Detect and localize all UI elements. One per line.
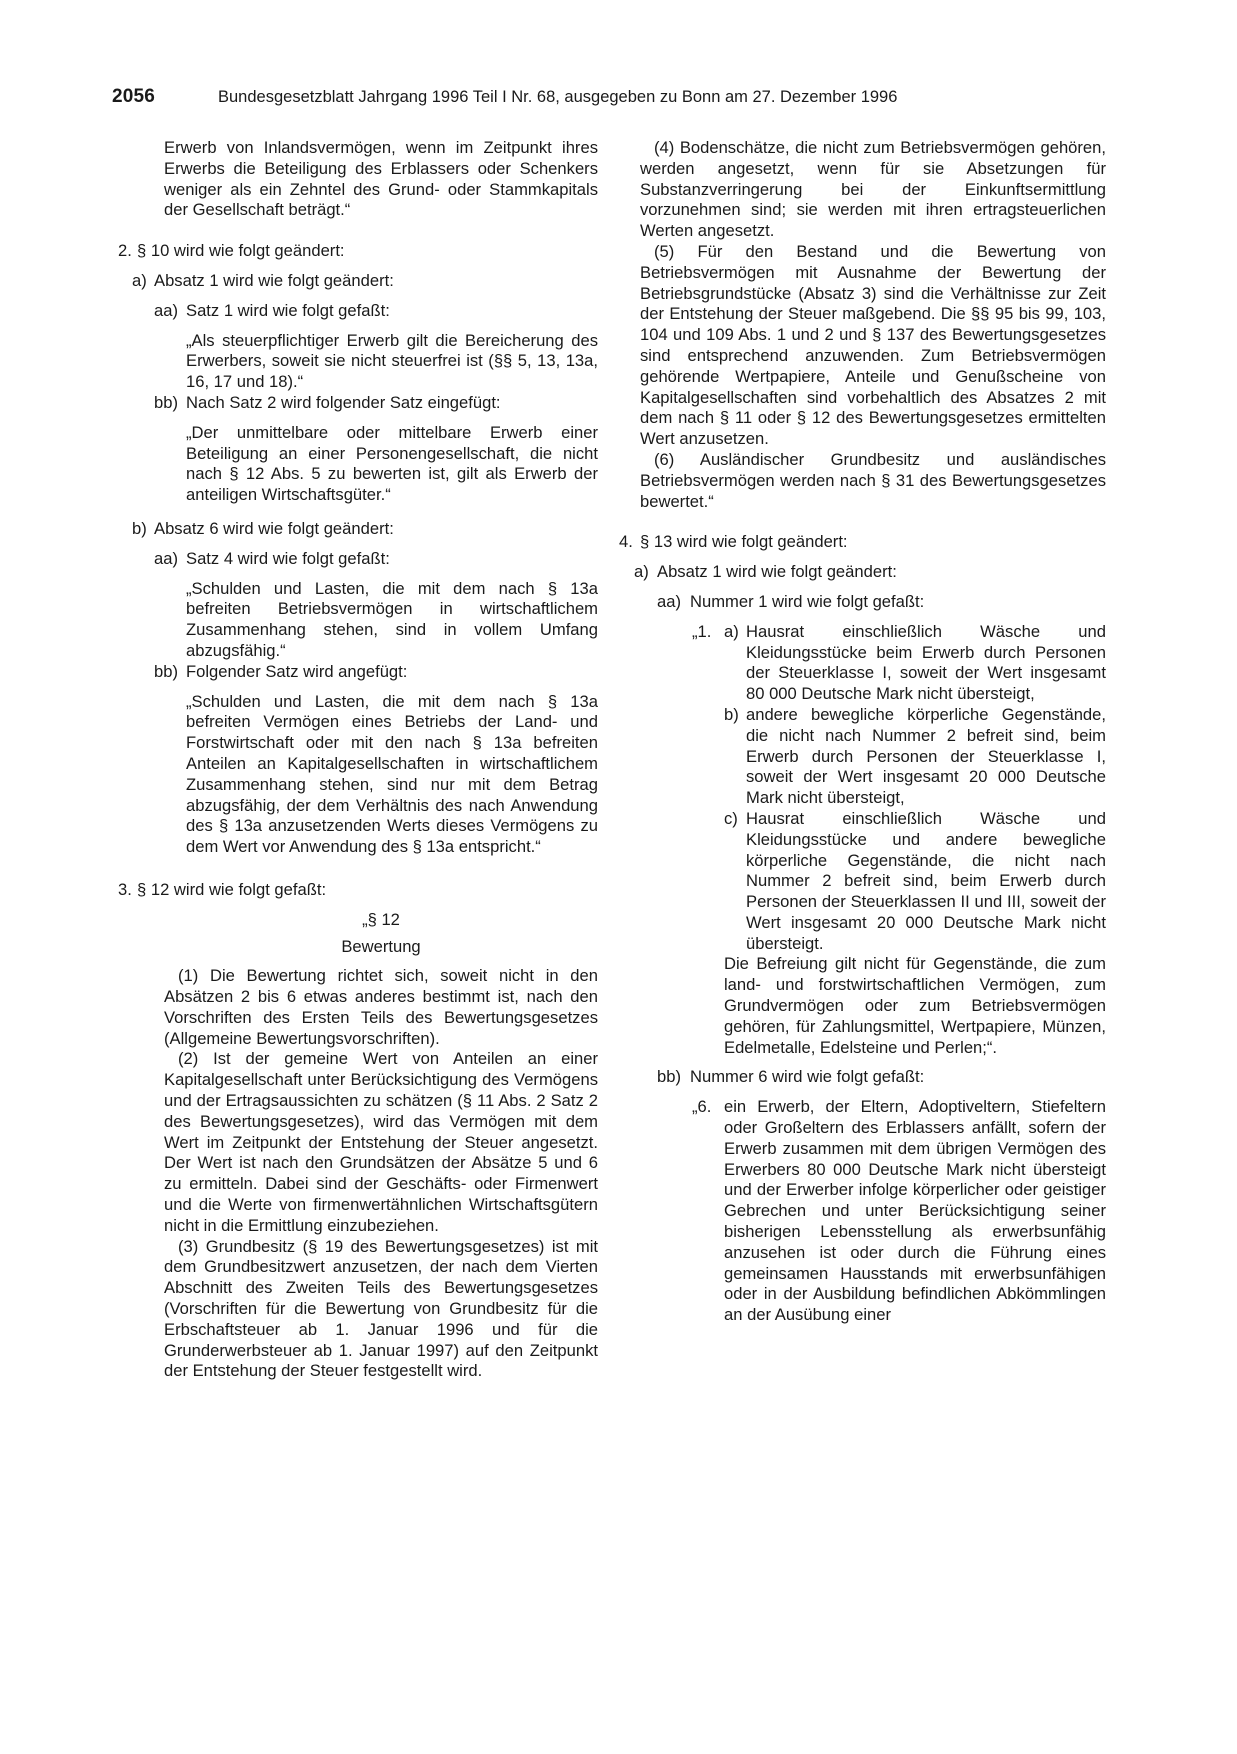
item-text: Satz 4 wird wie folgt gefaßt:	[186, 548, 390, 568]
number-6-label: „6.	[692, 1097, 712, 1117]
item-label: bb)	[154, 661, 178, 681]
right-column	[619, 138, 1106, 1326]
section-12-paragraph-3: (3) Grundbesitz (§ 19 des Bewertungsgesetzes) ist mit dem Grundbesitzwert anzusetzen, der nach dem Vierten Abschnitt des Zweiten Teils des Bewertungsgesetzes (Vorschriften für die Bewertung von Grundbesitz für die Erbschaftsteuer ab 1. Januar 1996 und für die Grunderwerbsteuer ab 1. Januar 1997) auf den Zeitpunkt der Entstehung der Steuer festgestellt wird.	[164, 1236, 598, 1381]
item-2a-bb	[154, 393, 598, 414]
item-text: Hausrat einschließlich Wäsche und Kleidungsstücke und andere bewegliche körperliche Gegenstände, die nicht nach Nummer 2 befreit sind, beim Erwerb durch Personen der Steuerklassen II und III, soweit der Wert insgesamt 20 000 Deutsche Mark nicht übersteigt.	[746, 808, 1106, 953]
item-text: Absatz 1 wird wie folgt geändert:	[657, 562, 897, 582]
section-12-paragraph-4: (4) Bodenschätze, die nicht zum Betriebsvermögen gehören, werden angesetzt, wenn für sie Absetzungen für Substanzverringerung bei der Einkunftsermittlung vorzunehmen sind; sie werden mit ihren ertragsteuerlichen Werten angesetzt.	[640, 138, 1106, 241]
page-number: 2056	[112, 86, 156, 107]
item-2a-aa	[154, 301, 598, 322]
item-text: Absatz 6 wird wie folgt geändert:	[154, 518, 394, 538]
item-2b-bb	[154, 662, 598, 683]
item-label: b)	[724, 704, 739, 724]
item-label: bb)	[657, 1067, 681, 1087]
item-4a-aa	[657, 592, 1106, 613]
item-label: a)	[634, 562, 649, 582]
item-text: Hausrat einschließlich Wäsche und Kleidungsstücke beim Erwerb durch Personen der Steuerklasse I, soweit der Wert insgesamt 80 000 Deutsche Mark nicht übersteigt,	[746, 621, 1106, 704]
item-2b	[132, 519, 598, 540]
number-1	[692, 622, 1106, 1068]
item-text: § 13 wird wie folgt geändert:	[640, 532, 848, 552]
section-12-paragraph-5: (5) Für den Bestand und die Bewertung von Betriebsvermögen mit Ausnahme der Bewertung der Betriebsgrundstücke (Absatz 3) sind die Verhältnisse zur Zeit der Entstehung der Steuer maßgebend. Die §§ 95 bis 99, 103, 104 und 109 Abs. 1 und 2 und § 137 des Bewertungsgesetzes sind entsprechend anzuwenden. Zum Betriebsvermögen gehörende Wertpapiere, Anteile und Genußscheine von Kapitalgesellschaften sind vorbehaltlich des Absatzes 2 mit dem nach § 11 oder § 12 des Bewertungsgesetzes ermittelten Wert anzusetzen.	[640, 241, 1106, 449]
item-text: § 10 wird wie folgt geändert:	[137, 241, 345, 261]
item-4	[619, 532, 1106, 553]
item-text: Nach Satz 2 wird folgender Satz eingefügt:	[186, 392, 501, 412]
item-label: b)	[132, 518, 147, 538]
item-text: andere bewegliche körperliche Gegenstände, die nicht nach Nummer 2 befreit sind, beim Erwerb durch Personen der Steuerklasse I, soweit der Wert insgesamt 20 000 Deutsche Mark nicht übersteigt,	[746, 704, 1106, 808]
item-text: Folgender Satz wird angefügt:	[186, 661, 408, 681]
item-label: aa)	[657, 591, 681, 611]
quote-2a-bb: „Der unmittelbare oder mittelbare Erwerb einer Beteiligung an einer Personengesellschaft, die nicht nach § 12 Abs. 5 zu bewerten ist, gilt als Erwerb der anteiligen Wirtschaftsgüter.“	[186, 422, 598, 505]
item-text: Satz 1 wird wie folgt gefaßt:	[186, 300, 390, 320]
quote-2a-aa: „Als steuerpflichtiger Erwerb gilt die Bereicherung des Erwerbers, soweit sie nicht steuerfrei ist (§§ 5, 13, 13a, 16, 17 und 18).“	[186, 330, 598, 392]
item-label: 2.	[118, 241, 132, 261]
item-4a-bb	[657, 1067, 1106, 1088]
item-2a	[132, 271, 598, 292]
section-12-paragraph-6: (6) Ausländischer Grundbesitz und ausländisches Betriebsvermögen werden nach § 31 des Bewertungsgesetzes bewertet.“	[640, 449, 1106, 511]
gazette-title: Bundesgesetzblatt Jahrgang 1996 Teil I Nr. 68, ausgegeben zu Bonn am 27. Dezember 1996	[218, 88, 898, 106]
number-1-b	[724, 705, 1106, 809]
item-text: Absatz 1 wird wie folgt geändert:	[154, 270, 394, 290]
number-1-tail: Die Befreiung gilt nicht für Gegenstände, die zum land- und forstwirtschaftlichen Vermögen, zum Grundvermögen oder zum Betriebsvermögen gehören, für Zahlungsmittel, Wertpapiere, Münzen, Edelmetalle, Edelsteine und Perlen;“.	[724, 954, 1106, 1057]
item-label: c)	[724, 808, 738, 828]
item-2b-aa	[154, 549, 598, 570]
number-1-c	[724, 809, 1106, 955]
item-label: 4.	[619, 532, 633, 552]
number-6-text: ein Erwerb, der Eltern, Adoptiveltern, Stiefeltern oder Großeltern des Erblassers anfällt, sofern der Erwerb zusammen mit dem übrigen Vermögen des Erwerbers 80 000 Deutsche Mark nicht übersteigt und der Erwerber infolge körperlicher oder geistiger Gebrechen und unter Berücksichtigung seiner bisherigen Lebensstellung als erwerbsunfähig anzusehen ist oder durch die Führung eines gemeinsamen Hausstands mit erwerbsunfähigen oder in der Ausbildung befindlichen Abkömmlingen an der Ausübung einer	[724, 1097, 1106, 1325]
section-12-title: Bewertung	[341, 936, 421, 956]
item-text: Nummer 1 wird wie folgt gefaßt:	[690, 591, 925, 611]
item-3	[118, 880, 598, 901]
item-label: a)	[132, 270, 147, 290]
item-label: a)	[724, 621, 739, 641]
left-column	[118, 138, 598, 1382]
number-1-body	[724, 622, 1106, 1068]
number-1-a	[724, 622, 1106, 705]
item-label: aa)	[154, 300, 178, 320]
item-2	[118, 241, 598, 262]
section-12-heading: „§ 12	[362, 909, 400, 929]
item-label: 3.	[118, 879, 132, 899]
page-header	[112, 86, 992, 110]
item-label: aa)	[154, 548, 178, 568]
number-6	[692, 1097, 1106, 1326]
item-4a	[634, 562, 1106, 583]
quote-2b-bb: „Schulden und Lasten, die mit dem nach § 13a befreiten Vermögen eines Betriebs der Land- und Forstwirtschaft oder mit den nach § 13a befreiten Anteilen an Kapitalgesellschaften in wirtschaftlichem Zusammenhang stehen, sind nur mit dem Betrag abzugsfähig, der dem Verhältnis des nach Anwendung des § 13a anzusetzenden Werts dieses Vermögens zu dem Wert vor Anwendung des § 13a entspricht.“	[186, 691, 598, 857]
number-1-label: „1.	[692, 621, 712, 641]
intro-paragraph: Erwerb von Inlandsvermögen, wenn im Zeitpunkt ihres Erwerbs die Beteiligung des Erblassers oder Schenkers weniger als ein Zehntel des Grund- oder Stammkapitals der Gesellschaft beträgt.“	[164, 138, 598, 220]
item-text: § 12 wird wie folgt gefaßt:	[137, 879, 327, 899]
section-12-paragraph-1: (1) Die Bewertung richtet sich, soweit nicht in den Absätzen 2 bis 6 etwas anderes bestimmt ist, nach den Vorschriften des Ersten Teils des Bewertungsgesetzes (Allgemeine Bewertungsvorschriften).	[164, 966, 598, 1048]
item-text: Nummer 6 wird wie folgt gefaßt:	[690, 1067, 925, 1087]
item-label: bb)	[154, 392, 178, 412]
quote-2b-aa: „Schulden und Lasten, die mit dem nach § 13a befreiten Betriebsvermögen in wirtschaftlichem Zusammenhang stehen, sind in vollem Umfang abzugsfähig.“	[186, 578, 598, 660]
section-12-paragraph-2: (2) Ist der gemeine Wert von Anteilen an einer Kapitalgesellschaft unter Berücksichtigung des Vermögens und der Ertragsaussichten zu schätzen (§ 11 Abs. 2 Satz 2 des Bewertungsgesetzes), wird das Vermögen mit dem Wert im Zeitpunkt der Entstehung der Steuer angesetzt. Der Wert ist nach den Grundsätzen der Absätze 5 und 6 zu ermitteln. Dabei sind der Geschäfts- oder Firmenwert und die Werte von firmenwertähnlichen Wirtschaftsgütern nicht in die Ermittlung einzubeziehen.	[164, 1049, 598, 1235]
